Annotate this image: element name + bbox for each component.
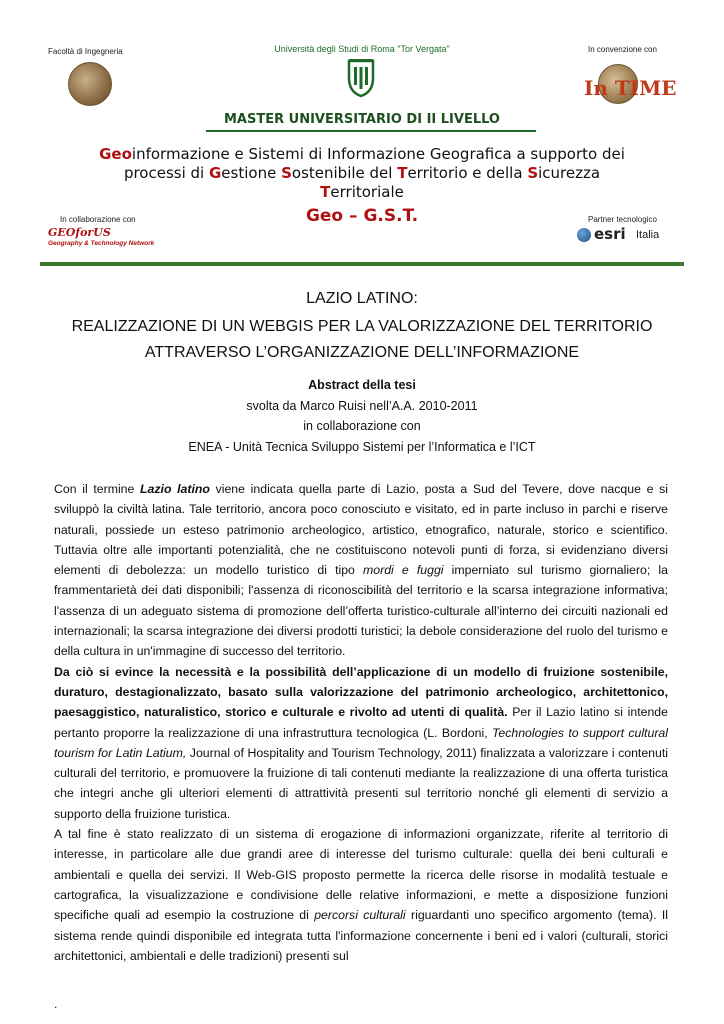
author-line: svolta da Marco Ruisi nell’A.A. 2010-2011	[246, 399, 478, 413]
paragraph-2: Da ciò si evince la necessità e la possibilità dell’applicazione di un modello di fruizione sostenibile, duraturo, destagionalizzato, basato sulla valorizzazione del patrimonio archeologico, architettonico, paesaggistico, naturalistico, storico e culturale e rivolto ad utenti di qualità. Per il Lazio latino si intende pertanto proporre la realizzazione di una infrastruttura tecnologica (L. Bordoni, Technologies to support cultural tourism for Latin Latium, Journal of Hospitality and Tourism Technology, 2011) finalizzata a valorizzare i contenuti culturali del territorio, e promuovere la fruizione di tali contenuti mediante la realizzazione di una offerta turistica che integri anche gli ulteriori elementi di attrattività presenti sul territorio nonché gli elementi di servizio a supporto della fruizione turistica.	[54, 664, 668, 821]
paragraph-3: A tal fine è stato realizzato di un sistema di erogazione di informazioni organizzate, riferite al territorio di interesse, in particolare alle due grandi aree di interesse del turismo culturale: quella dei beni culturali e ambientali e quella dei servizi. Il Web-GIS proposto permette la ricerca delle risorse in modalità testuale e cartografica, la visualizzazione e condivisione delle relative informazioni, e mette a disposizione funzioni specifiche quali ad esempio la costruzione di percorsi culturali riguardanti uno specifico argomento (tema). Il sistema rende quindi disponibile ed integrata tutta l'informazione concernente i beni ed i valori (culturali, storici architettonici, ambientali e delle tradizioni) presenti sul	[54, 827, 669, 963]
thesis-title: LAZIO LATINO:	[306, 290, 418, 307]
geoforus-logo: GEOforUS	[48, 226, 111, 239]
paragraph-1: Con il termine Lazio latino viene indicata quella parte di Lazio, posta a Sud del Tevere, dove nacque e si sviluppò la civiltà latina. Tale territorio, ancora poco conosciuto e visitato, ed in parte incluso in parchi e riserve naturali, possiede un esteso patrimonio archeologico, artistico, etnografico, naturale, storico e scientifico. Tuttavia oltre alle importanti potenzialità, che ne costituiscono notevoli punti di forza, si evidenziano diversi elementi di debolezza: un modello turistico di tipo mordi e fuggi imperniato sul turismo giornaliero; la frammentarietà dei dati disponibili; l'assenza di riconoscibilità del territorio e la scarsa integrazione informativa; l'assenza di un adeguato sistema di promozione dell’offerta turistico-culturale all’interno dei circuiti nazionali ed internazionali; la scarsa integrazione dei diversi prodotti turistici; la debole considerazione del ruolo del turismo e della cultura in un'immagine di successo del territorio.	[54, 482, 668, 659]
university-label: Università degli Studi di Roma "Tor Vergata"	[274, 44, 450, 54]
convention-label: In convenzione con	[588, 45, 657, 54]
intime-logo: In TIME	[584, 76, 677, 100]
geoforus-tagline: Geography & Technology Network	[48, 240, 155, 247]
abstract-body	[54, 479, 668, 966]
collab-label: In collaborazione con	[60, 215, 136, 224]
master-heading: MASTER UNIVERSITARIO DI II LIVELLO	[224, 112, 500, 127]
faculty-seal-logo	[68, 62, 112, 106]
trailing-dot: .	[54, 997, 58, 1011]
faculty-label: Facoltà di Ingegneria	[48, 47, 123, 56]
thesis-subtitle-2: ATTRAVERSO L’ORGANIZZAZIONE DELL’INFORMAZIONE	[144, 344, 580, 361]
esri-country: Italia	[636, 229, 660, 241]
esri-logo: esri	[594, 225, 626, 243]
abstract-label: Abstract della tesi	[308, 378, 416, 392]
partner-label: Partner tecnologico	[588, 215, 657, 224]
master-full-title: Geoinformazione e Sistemi di Informazione Geografica a supporto dei processi di Gestione Sostenibile del Territorio e della Sicurezza Territoriale	[99, 145, 625, 201]
thesis-subtitle-1: REALIZZAZIONE DI UN WEBGIS PER LA VALORIZZAZIONE DEL TERRITORIO	[71, 318, 653, 335]
university-logo	[346, 58, 376, 98]
esri-globe-icon	[577, 228, 591, 242]
header-divider	[40, 262, 684, 266]
master-acronym: Geo – G.S.T.	[305, 206, 419, 226]
enea-line: ENEA - Unità Tecnica Sviluppo Sistemi per l’Informatica e l’ICT	[188, 440, 536, 454]
master-underline	[206, 130, 536, 132]
collab-line: in collaborazione con	[303, 419, 421, 433]
